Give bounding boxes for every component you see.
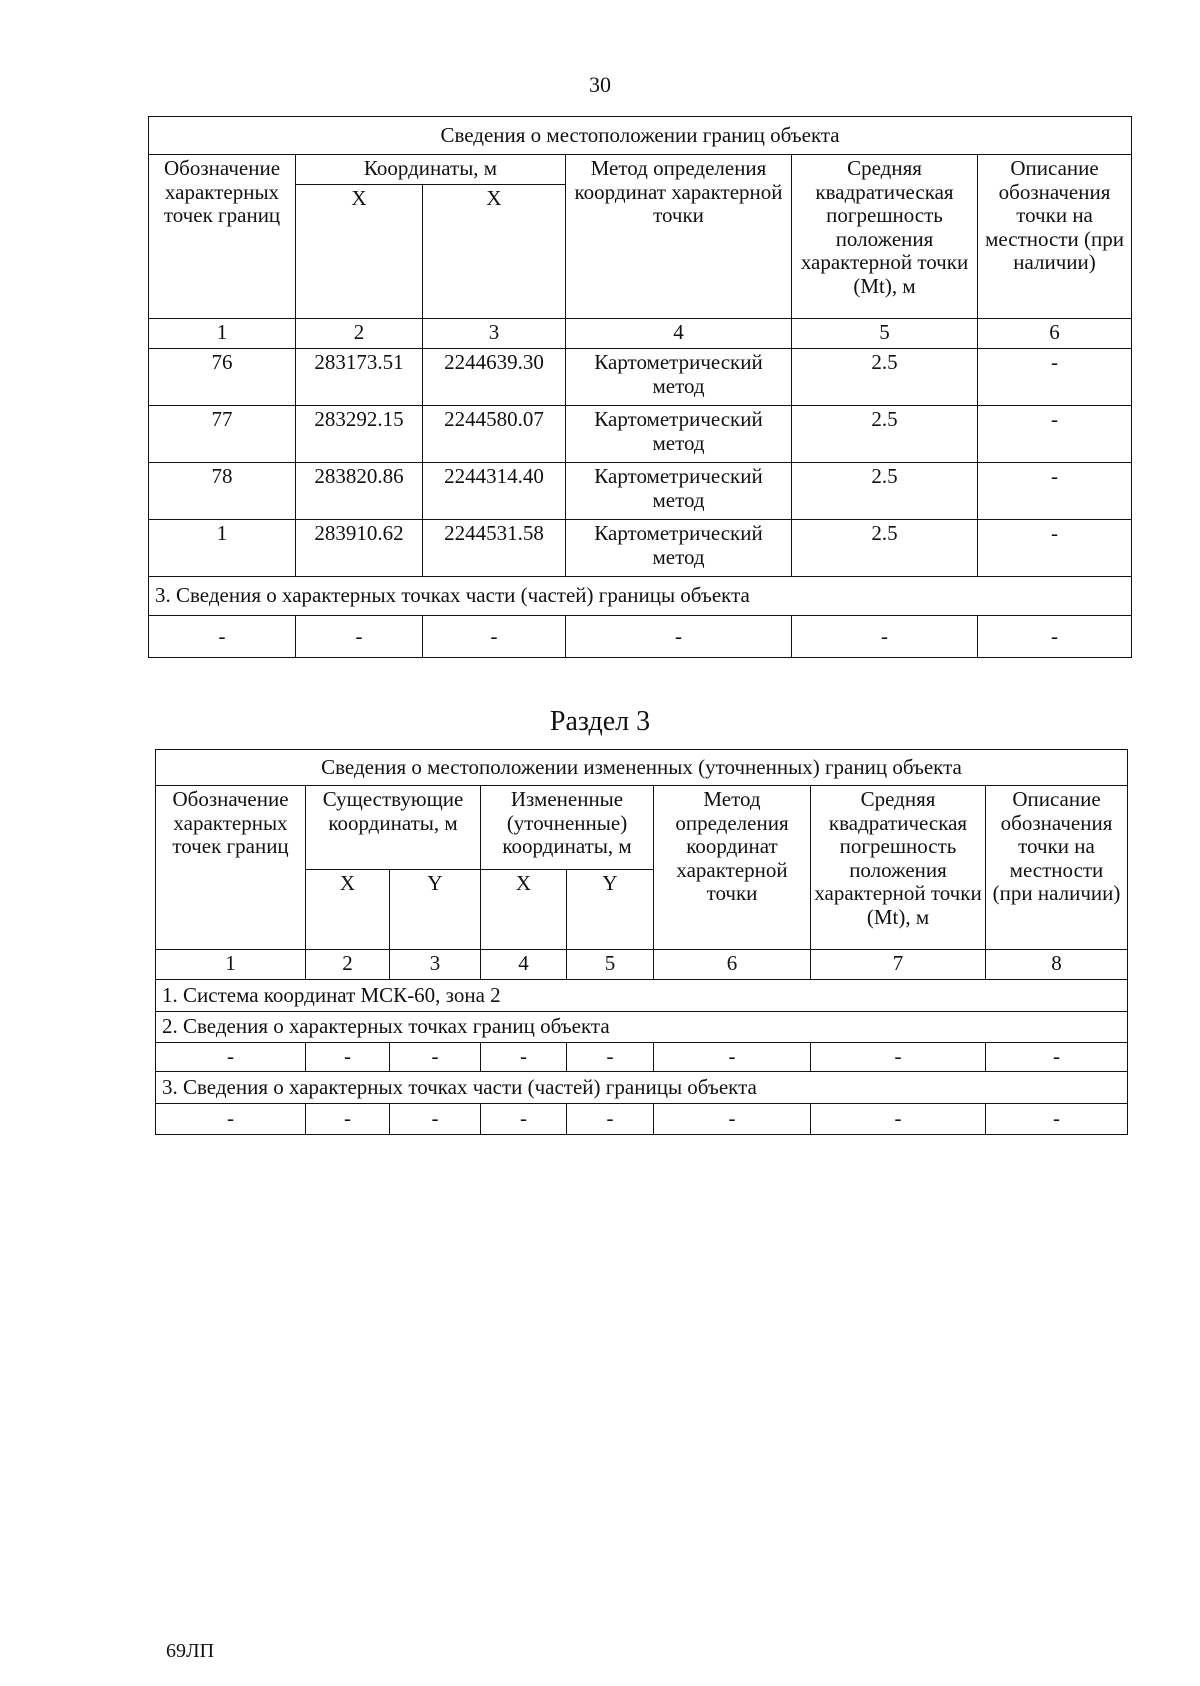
empty-cell: - bbox=[986, 1043, 1128, 1072]
column-number: 6 bbox=[654, 950, 811, 980]
header-y: Y bbox=[390, 870, 481, 950]
empty-cell: - bbox=[296, 616, 423, 658]
error-value: 2.5 bbox=[792, 520, 978, 577]
error-value: 2.5 bbox=[792, 406, 978, 463]
column-number: 5 bbox=[792, 319, 978, 349]
header-description: Описание обозначения точки на местности (при наличии) bbox=[986, 786, 1128, 950]
empty-cell: - bbox=[390, 1043, 481, 1072]
method: Картометрический метод bbox=[566, 520, 792, 577]
table-title: Сведения о местоположении измененных (уточненных) границ объекта bbox=[156, 750, 1128, 786]
document-code: 69ЛП bbox=[166, 1640, 215, 1662]
point-id: 77 bbox=[149, 406, 296, 463]
column-number: 3 bbox=[423, 319, 566, 349]
point-id: 78 bbox=[149, 463, 296, 520]
empty-cell: - bbox=[156, 1043, 306, 1072]
subsection-title: 2. Сведения о характерных точках границ объекта bbox=[156, 1012, 1128, 1043]
table-row bbox=[149, 406, 1132, 463]
coord-x: 2244314.40 bbox=[423, 463, 566, 520]
header-coordinates: Координаты, м bbox=[296, 155, 566, 185]
empty-row bbox=[156, 1043, 1128, 1072]
header-existing-coordinates: Существующие координаты, м bbox=[306, 786, 481, 870]
error-value: 2.5 bbox=[792, 349, 978, 406]
description: - bbox=[978, 406, 1132, 463]
coord-x: 283292.15 bbox=[296, 406, 423, 463]
method: Картометрический метод bbox=[566, 463, 792, 520]
header-error: Средняя квадратическая погрешность положения характерной точки (Mt), м bbox=[792, 155, 978, 319]
header-x: X bbox=[423, 185, 566, 319]
empty-row bbox=[156, 1104, 1128, 1135]
column-number: 2 bbox=[306, 950, 390, 980]
empty-cell: - bbox=[811, 1104, 986, 1135]
header-error: Средняя квадратическая погрешность положения характерной точки (Mt), м bbox=[811, 786, 986, 950]
column-number: 4 bbox=[481, 950, 567, 980]
column-number: 7 bbox=[811, 950, 986, 980]
column-number: 1 bbox=[149, 319, 296, 349]
table-row bbox=[149, 349, 1132, 406]
method: Картометрический метод bbox=[566, 349, 792, 406]
column-number: 1 bbox=[156, 950, 306, 980]
coord-x: 283173.51 bbox=[296, 349, 423, 406]
empty-cell: - bbox=[986, 1104, 1128, 1135]
boundary-location-table bbox=[148, 116, 1132, 658]
table-row bbox=[149, 520, 1132, 577]
point-id: 1 bbox=[149, 520, 296, 577]
subsection-title: 3. Сведения о характерных точках части (частей) границы объекта bbox=[156, 1072, 1128, 1104]
error-value: 2.5 bbox=[792, 463, 978, 520]
header-x: X bbox=[296, 185, 423, 319]
column-number-row bbox=[156, 950, 1128, 980]
page-number: 30 bbox=[589, 72, 611, 97]
header-x: X bbox=[306, 870, 390, 950]
empty-cell: - bbox=[390, 1104, 481, 1135]
empty-cell: - bbox=[567, 1043, 654, 1072]
method: Картометрический метод bbox=[566, 406, 792, 463]
subsection-title: 3. Сведения о характерных точках части (частей) границы объекта bbox=[149, 577, 1132, 616]
empty-row bbox=[149, 616, 1132, 658]
header-description: Описание обозначения точки на местности (при наличии) bbox=[978, 155, 1132, 319]
description: - bbox=[978, 463, 1132, 520]
header-point-designation: Обозначение характерных точек границ bbox=[149, 155, 296, 319]
empty-cell: - bbox=[481, 1104, 567, 1135]
header-method: Метод определения координат характерной точки bbox=[654, 786, 811, 950]
column-number: 6 bbox=[978, 319, 1132, 349]
empty-cell: - bbox=[567, 1104, 654, 1135]
header-x: X bbox=[481, 870, 567, 950]
changed-boundary-table bbox=[155, 749, 1128, 1135]
header-method: Метод определения координат характерной точки bbox=[566, 155, 792, 319]
description: - bbox=[978, 349, 1132, 406]
coord-x: 283820.86 bbox=[296, 463, 423, 520]
column-number: 3 bbox=[390, 950, 481, 980]
point-id: 76 bbox=[149, 349, 296, 406]
column-number: 5 bbox=[567, 950, 654, 980]
empty-cell: - bbox=[654, 1104, 811, 1135]
coord-x: 2244639.30 bbox=[423, 349, 566, 406]
header-y: Y bbox=[567, 870, 654, 950]
empty-cell: - bbox=[156, 1104, 306, 1135]
table-title: Сведения о местоположении границ объекта bbox=[149, 117, 1132, 155]
empty-cell: - bbox=[978, 616, 1132, 658]
empty-cell: - bbox=[149, 616, 296, 658]
empty-cell: - bbox=[792, 616, 978, 658]
table-row bbox=[149, 463, 1132, 520]
empty-cell: - bbox=[566, 616, 792, 658]
header-changed-coordinates: Измененные (уточненные) координаты, м bbox=[481, 786, 654, 870]
column-number-row bbox=[149, 319, 1132, 349]
coord-x: 2244531.58 bbox=[423, 520, 566, 577]
column-number: 2 bbox=[296, 319, 423, 349]
coordinate-system: 1. Система координат МСК-60, зона 2 bbox=[156, 980, 1128, 1012]
header-point-designation: Обозначение характерных точек границ bbox=[156, 786, 306, 950]
section-title: Раздел 3 bbox=[549, 706, 651, 737]
column-number: 4 bbox=[566, 319, 792, 349]
empty-cell: - bbox=[306, 1043, 390, 1072]
coord-x: 2244580.07 bbox=[423, 406, 566, 463]
empty-cell: - bbox=[306, 1104, 390, 1135]
empty-cell: - bbox=[811, 1043, 986, 1072]
column-number: 8 bbox=[986, 950, 1128, 980]
coord-x: 283910.62 bbox=[296, 520, 423, 577]
description: - bbox=[978, 520, 1132, 577]
empty-cell: - bbox=[654, 1043, 811, 1072]
empty-cell: - bbox=[481, 1043, 567, 1072]
empty-cell: - bbox=[423, 616, 566, 658]
